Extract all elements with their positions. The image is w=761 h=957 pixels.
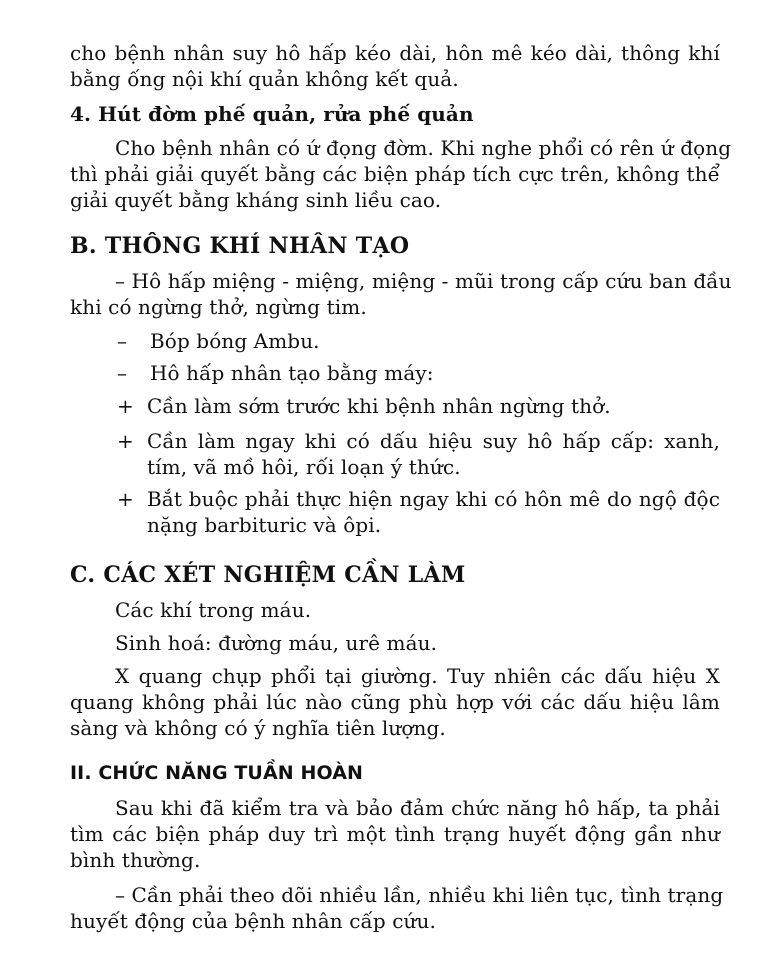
plus-item-2-line-2: tím, vã mồ hôi, rối loạn ý thức. [147,455,461,479]
dash-marker: – [117,329,127,353]
section-ii-para1-line-3: bình thường. [70,848,201,872]
section-ii-heading: II. CHỨC NĂNG TUẦN HOÀN [70,762,364,784]
plus-marker: + [117,394,134,418]
section-4-heading: 4. Hút đờm phế quản, rửa phế quản [70,102,474,126]
section-c-xray-line-3: sàng và không có ý nghĩa tiên lượng. [70,716,446,740]
section-b-heading: B. THÔNG KHÍ NHÂN TẠO [70,233,410,259]
plus-item-1-line-1: Cần làm sớm trước khi bệnh nhân ngừng thở. [147,394,611,418]
section-4-line-1: Cho bệnh nhân có ứ đọng đờm. Khi nghe phổi có rên ứ đọng [115,136,732,160]
plus-item-3-line-1: Bắt buộc phải thực hiện ngay khi có hôn mê do ngộ độc [147,487,720,511]
dash-item-ambu: Bóp bóng Ambu. [150,329,320,353]
dash-item-machine: Hô hấp nhân tạo bằng máy: [150,361,434,385]
dash-marker: – [117,361,127,385]
plus-item-3-line-2: nặng barbituric và ôpi. [147,513,382,537]
section-ii-para1-line-2: tìm các biện pháp duy trì một tình trạng huyết động gần như [70,822,720,846]
plus-item-2-line-1: Cần làm ngay khi có dấu hiệu suy hô hấp cấp: xanh, [147,429,720,453]
section-b-line-2: khi có ngừng thở, ngừng tim. [70,295,367,319]
section-ii-para2-line-1: – Cần phải theo dõi nhiều lần, nhiều khi liên tục, tình trạng [115,883,724,907]
plus-marker: + [117,487,134,511]
plus-marker: + [117,429,134,453]
section-4-line-2: thì phải giải quyết bằng các biện pháp tích cực trên, không thể [70,162,720,186]
intro-line-1: cho bệnh nhân suy hô hấp kéo dài, hôn mê kéo dài, thông khí [70,41,720,65]
section-ii-para1-line-1: Sau khi đã kiểm tra và bảo đảm chức năng hô hấp, ta phải [115,796,720,820]
section-ii-para2-line-2: huyết động của bệnh nhân cấp cứu. [70,909,436,933]
intro-line-2: bằng ống nội khí quản không kết quả. [70,67,459,91]
section-c-heading: C. CÁC XÉT NGHIỆM CẦN LÀM [70,562,466,588]
section-4-line-3: giải quyết bằng kháng sinh liều cao. [70,188,442,212]
section-c-item-1: Các khí trong máu. [115,598,312,622]
section-c-item-2: Sinh hoá: đường máu, urê máu. [115,631,438,655]
section-c-xray-line-2: quang không phải lúc nào cũng phù hợp với các dấu hiệu lâm [70,690,720,714]
section-c-xray-line-1: X quang chụp phổi tại giường. Tuy nhiên các dấu hiệu X [115,664,720,688]
section-b-line-1: – Hô hấp miệng - miệng, miệng - mũi trong cấp cứu ban đầu [115,269,732,293]
